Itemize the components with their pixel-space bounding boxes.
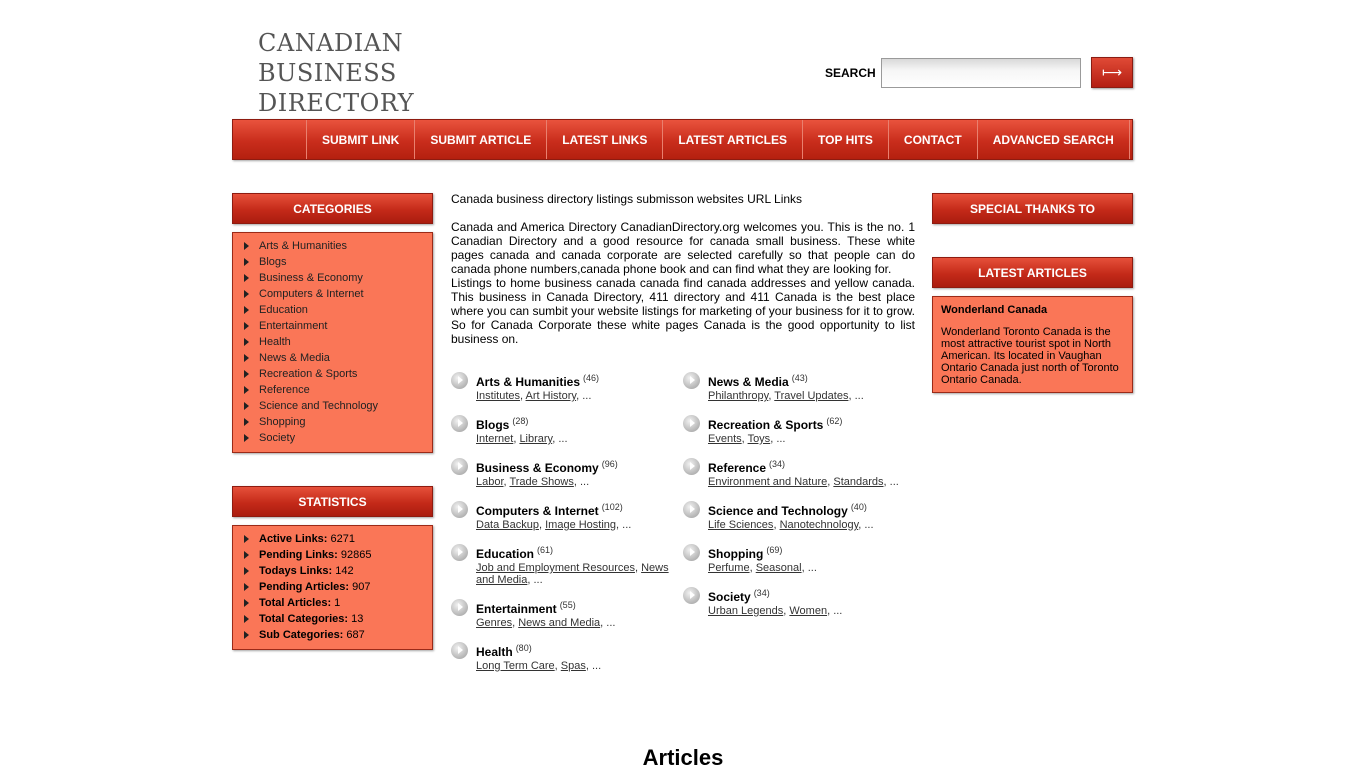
category-title-link[interactable] — [476, 373, 599, 389]
stat-pending-links — [233, 547, 432, 563]
categories-list — [233, 233, 432, 446]
nav-latest-articles[interactable]: LATEST ARTICLES — [663, 120, 803, 159]
more-ellipsis[interactable]: ... — [579, 476, 590, 488]
sidebar-category-label: Recreation & Sports — [259, 368, 358, 380]
page-title: Canada business directory listings submisson websites URL Links — [451, 192, 803, 206]
category-name: Reference — [708, 461, 767, 475]
category-name: Arts & Humanities — [476, 375, 581, 389]
subcategory-link[interactable]: Travel Updates — [774, 390, 849, 402]
subcategory-links: Internet, Library, ... — [476, 433, 568, 445]
category-title-link[interactable] — [708, 502, 867, 518]
circle-arrow-icon — [451, 372, 468, 389]
circle-arrow-icon — [683, 544, 700, 561]
bullet-arrow-icon — [244, 306, 249, 314]
circle-arrow-icon — [451, 415, 468, 432]
more-ellipsis[interactable]: ... — [533, 574, 543, 586]
stat-label: Active Links: — [259, 533, 328, 545]
latest-articles-header: LATEST ARTICLES — [932, 257, 1133, 288]
stat-label: Pending Articles: — [259, 581, 350, 593]
bullet-arrow-icon — [244, 354, 249, 362]
subcategory-links: Perfume, Seasonal, ... — [708, 562, 817, 574]
category-count: (43) — [791, 373, 808, 383]
sidebar-category-computers-and-internet[interactable] — [233, 286, 432, 302]
subcategory-link[interactable]: Trade Shows — [509, 476, 574, 488]
categories-header: CATEGORIES — [232, 193, 433, 224]
latest-article-text: Wonderland Toronto Canada is the most attractive tourist spot in North American. Its located in Vaughan Ontario Canada just north of Toronto Ontario Canada. — [941, 326, 1119, 386]
subcategory-links: Life Sciences, Nanotechnology, ... — [708, 519, 874, 531]
category-title-link[interactable] — [476, 502, 623, 518]
category-name: Science and Technology — [708, 504, 848, 518]
sidebar-category-science-and-technology[interactable] — [233, 398, 432, 414]
sidebar-category-reference[interactable] — [233, 382, 432, 398]
category-name: Recreation & Sports — [708, 418, 824, 432]
category-title-link[interactable] — [708, 459, 785, 475]
more-ellipsis[interactable]: ... — [592, 660, 602, 672]
subcategory-link[interactable]: Seasonal — [755, 562, 802, 574]
sidebar-category-news-and-media[interactable] — [233, 350, 432, 366]
subcategory-link[interactable]: Philanthropy — [708, 390, 769, 402]
stat-total-categories — [233, 611, 432, 627]
sidebar-category-health[interactable] — [233, 334, 432, 350]
circle-arrow-icon — [451, 501, 468, 518]
sidebar-category-society[interactable] — [233, 430, 432, 446]
stat-pending-articles — [233, 579, 432, 595]
more-ellipsis[interactable]: ... — [582, 390, 592, 402]
subcategory-links: Events, Toys, ... — [708, 433, 786, 445]
sidebar-category-label: Entertainment — [259, 320, 328, 332]
categories-panel — [232, 232, 433, 453]
bullet-arrow-icon — [244, 535, 249, 543]
sidebar-category-label: Science and Technology — [259, 400, 379, 412]
category-name: Entertainment — [476, 602, 557, 616]
circle-arrow-icon — [683, 458, 700, 475]
stat-label: Total Articles: — [259, 597, 332, 609]
arrow-right-icon: ⟼ — [1101, 64, 1123, 80]
subcategory-link[interactable]: Art History — [525, 390, 577, 402]
category-count: (34) — [753, 588, 770, 598]
subcategory-links: Philanthropy, Travel Updates, ... — [708, 390, 864, 402]
sidebar-category-label: Reference — [259, 384, 310, 396]
category-title-link[interactable] — [476, 600, 576, 616]
subcategory-link[interactable]: Internet — [476, 433, 514, 445]
subcategory-link[interactable]: Perfume — [708, 562, 750, 574]
bullet-arrow-icon — [244, 615, 249, 623]
latest-article-title[interactable]: Wonderland Canada — [941, 304, 1048, 316]
category-count: (69) — [766, 545, 783, 555]
category-count: (28) — [512, 416, 529, 426]
bullet-arrow-icon — [244, 599, 249, 607]
stat-label: Pending Links: — [259, 549, 338, 561]
category-name: Society — [708, 590, 751, 604]
bullet-arrow-icon — [244, 551, 249, 559]
sidebar-category-arts-and-humanities[interactable] — [233, 238, 432, 254]
category-title-link[interactable] — [476, 643, 532, 659]
more-ellipsis[interactable]: ... — [606, 617, 616, 629]
category-title-link[interactable] — [708, 545, 782, 561]
statistics-header: STATISTICS — [232, 486, 433, 517]
subcategory-links: Data Backup, Image Hosting, ... — [476, 519, 632, 531]
category-title-link[interactable] — [476, 545, 553, 561]
bullet-arrow-icon — [244, 290, 249, 298]
sidebar-category-label: Shopping — [259, 416, 306, 428]
sidebar-category-label: Health — [259, 336, 291, 348]
articles-heading: Articles — [642, 745, 724, 768]
logo-line-2: BUSINESS — [258, 59, 397, 87]
category-count: (55) — [559, 600, 576, 610]
bullet-arrow-icon — [244, 370, 249, 378]
bullet-arrow-icon — [244, 402, 249, 410]
intro-paragraph: Canada and America Directory CanadianDirectory.org welcomes you. This is the no. 1 Canadian Directory and a good resource for canada small business. These white pages canada and canada corporate are selected carefully so that people can do canada phone numbers,canada phone book and can find what they are looking for. — [451, 220, 915, 276]
category-name: Education — [476, 547, 535, 561]
nav-submit-article[interactable]: SUBMIT ARTICLE — [415, 120, 547, 159]
bullet-arrow-icon — [244, 567, 249, 575]
category-name: Computers & Internet — [476, 504, 599, 518]
category-count: (34) — [769, 459, 786, 469]
subcategory-link[interactable]: Institutes — [476, 390, 521, 402]
subcategory-links: Labor, Trade Shows, ... — [476, 476, 590, 488]
bullet-arrow-icon — [244, 418, 249, 426]
sidebar-category-label: Society — [259, 432, 296, 444]
category-name: News & Media — [708, 375, 789, 389]
subcategory-links: Job and Employment Resources, News and Media, ... — [476, 562, 669, 586]
sidebar-category-label: Business & Economy — [259, 272, 363, 284]
sidebar-category-entertainment[interactable] — [233, 318, 432, 334]
category-name: Business & Economy — [476, 461, 599, 475]
subcategory-link[interactable]: Life Sciences — [708, 519, 774, 531]
nav-advanced-search[interactable]: ADVANCED SEARCH — [978, 120, 1130, 159]
sidebar-category-education[interactable] — [233, 302, 432, 318]
subcategory-link[interactable]: Long Term Care — [476, 660, 555, 672]
sidebar-category-label: News & Media — [259, 352, 330, 364]
category-count: (46) — [583, 373, 600, 383]
sidebar-category-label: Arts & Humanities — [259, 240, 348, 252]
special-thanks-header: SPECIAL THANKS TO — [932, 193, 1133, 224]
subcategory-link[interactable]: Image Hosting — [545, 519, 617, 531]
subcategory-link[interactable]: Standards — [833, 476, 884, 488]
subcategory-link[interactable]: Data Backup — [476, 519, 539, 531]
subcategory-link[interactable]: News and Media — [476, 562, 669, 586]
category-count: (102) — [601, 502, 623, 512]
circle-arrow-icon — [451, 458, 468, 475]
statistics-list — [233, 526, 432, 643]
category-count: (80) — [515, 643, 532, 653]
nav-top-hits[interactable]: TOP HITS — [803, 120, 889, 159]
bullet-arrow-icon — [244, 631, 249, 639]
circle-arrow-icon — [451, 544, 468, 561]
category-title-link[interactable] — [708, 588, 770, 604]
sidebar-category-blogs[interactable] — [233, 254, 432, 270]
more-ellipsis[interactable]: ... — [558, 433, 568, 445]
category-title-link[interactable] — [476, 459, 618, 475]
category-name: Blogs — [476, 418, 510, 432]
stat-sub-categories — [233, 627, 432, 643]
sidebar-category-label: Blogs — [259, 256, 287, 268]
subcategory-link[interactable]: Women — [789, 605, 828, 617]
sidebar-category-shopping[interactable] — [233, 414, 432, 430]
stat-label: Sub Categories: — [259, 629, 344, 641]
stat-active-links — [233, 531, 432, 547]
bullet-arrow-icon — [244, 583, 249, 591]
site-logo[interactable] — [258, 28, 415, 118]
bullet-arrow-icon — [244, 322, 249, 330]
search-label: SEARCH — [825, 66, 876, 80]
search-submit-button[interactable] — [1091, 57, 1133, 88]
bullet-arrow-icon — [244, 386, 249, 394]
bullet-arrow-icon — [244, 338, 249, 346]
subcategory-link[interactable]: Events — [708, 433, 742, 445]
subcategory-link[interactable]: Job and Employment Resources — [476, 562, 635, 574]
stat-value: 907 — [349, 581, 371, 593]
bullet-arrow-icon — [244, 274, 249, 282]
logo-line-3: DIRECTORY — [258, 89, 415, 117]
stat-total-articles — [233, 595, 432, 611]
category-name: Shopping — [708, 547, 764, 561]
subcategory-link[interactable]: Spas — [560, 660, 586, 672]
stat-label: Todays Links: — [259, 565, 333, 577]
nav-contact[interactable]: CONTACT — [889, 120, 978, 159]
category-count: (96) — [601, 459, 618, 469]
category-count: (61) — [537, 545, 554, 555]
subcategory-links: Genres, News and Media, ... — [476, 617, 616, 629]
more-ellipsis[interactable]: ... — [854, 390, 864, 402]
more-ellipsis[interactable]: ... — [807, 562, 817, 574]
main-navigation — [232, 119, 1133, 160]
category-count: (40) — [850, 502, 867, 512]
subcategory-links: Urban Legends, Women, ... — [708, 605, 843, 617]
subcategory-link[interactable]: Genres — [476, 617, 513, 629]
category-count: (62) — [826, 416, 843, 426]
category-name: Health — [476, 645, 513, 659]
circle-arrow-icon — [683, 587, 700, 604]
stat-todays-links — [233, 563, 432, 579]
intro-text — [451, 220, 915, 346]
category-title-link[interactable] — [708, 373, 808, 389]
more-ellipsis[interactable]: ... — [622, 519, 632, 531]
subcategory-links: Long Term Care, Spas, ... — [476, 660, 602, 672]
stat-value: 1 — [331, 597, 341, 609]
more-ellipsis[interactable]: ... — [776, 433, 786, 445]
statistics-panel — [232, 525, 433, 650]
stat-value: 687 — [343, 629, 365, 641]
logo-line-1: CANADIAN — [258, 29, 404, 57]
category-title-link[interactable] — [708, 416, 842, 432]
circle-arrow-icon — [451, 599, 468, 616]
subcategory-link[interactable]: Labor — [476, 476, 504, 488]
more-ellipsis[interactable]: ... — [864, 519, 874, 531]
subcategory-link[interactable]: Library — [519, 433, 553, 445]
circle-arrow-icon — [683, 415, 700, 432]
stat-label: Total Categories: — [259, 613, 349, 625]
nav-latest-links[interactable]: LATEST LINKS — [547, 120, 663, 159]
stat-value: 13 — [348, 613, 364, 625]
subcategory-link[interactable]: Nanotechnology — [779, 519, 859, 531]
stat-value: 92865 — [337, 549, 372, 561]
circle-arrow-icon — [683, 501, 700, 518]
circle-arrow-icon — [683, 372, 700, 389]
subcategory-link[interactable]: Toys — [747, 433, 771, 445]
sidebar-category-business-and-economy[interactable] — [233, 270, 432, 286]
subcategory-link[interactable]: News and Media — [518, 617, 601, 629]
bullet-arrow-icon — [244, 434, 249, 442]
circle-arrow-icon — [451, 642, 468, 659]
nav-submit-link[interactable]: SUBMIT LINK — [307, 120, 415, 159]
subcategory-link[interactable]: Urban Legends — [708, 605, 784, 617]
subcategory-links: Environment and Nature, Standards, ... — [708, 476, 899, 488]
subcategory-link[interactable]: Environment and Nature — [708, 476, 828, 488]
stat-value: 142 — [332, 565, 354, 577]
bullet-arrow-icon — [244, 242, 249, 250]
sidebar-category-recreation-and-sports[interactable] — [233, 366, 432, 382]
subcategory-links: Institutes, Art History, ... — [476, 390, 592, 402]
search-input[interactable] — [881, 58, 1081, 88]
sidebar-category-label: Computers & Internet — [259, 288, 364, 300]
more-ellipsis[interactable]: ... — [833, 605, 843, 617]
more-ellipsis[interactable]: ... — [889, 476, 899, 488]
bullet-arrow-icon — [244, 258, 249, 266]
sidebar-category-label: Education — [259, 304, 308, 316]
stat-value: 6271 — [327, 533, 355, 545]
intro-paragraph: Listings to home business canada canada find canada addresses and yellow canada. This business in Canada Directory, 411 directory and 411 Canada is the best place where you can sumbit your website listings for marketing of your business for it to grow. So for Canada Corporate these white pages Canada is the good opportunity to list business on. — [451, 276, 915, 346]
category-title-link[interactable] — [476, 416, 528, 432]
